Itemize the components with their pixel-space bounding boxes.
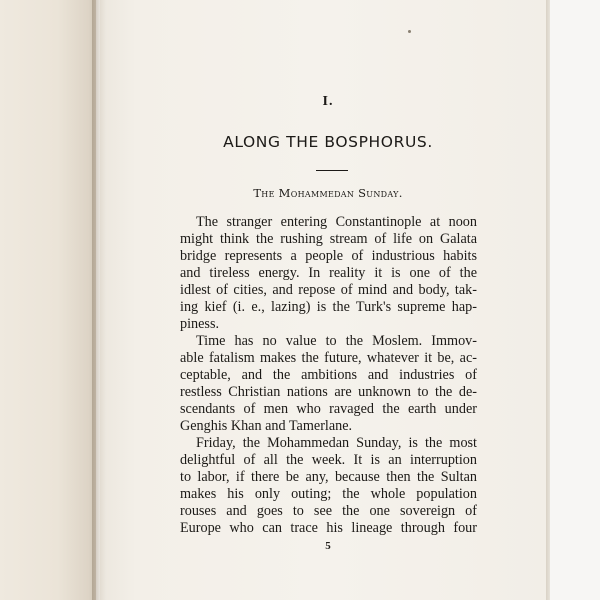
text-line: bridge represents a people of industrious habits [180, 248, 477, 264]
text-line: Europe who can trace his lineage through four [180, 520, 477, 536]
text-line: able fatalism makes the future, whatever it be, ac- [180, 350, 477, 366]
text-line: Time has no value to the Moslem. Immov- [196, 333, 477, 349]
text-line: idlest of cities, and repose of mind and body, tak- [180, 282, 477, 298]
text-line: and tireless energy. In reality it is one of the [180, 265, 477, 281]
left-page [0, 0, 96, 600]
text-line: rouses and goes to see the one sovereign of [180, 503, 477, 519]
text-line: Friday, the Mohammedan Sunday, is the most [196, 435, 477, 451]
book-gutter [92, 0, 106, 600]
text-line: ing kief (i. e., lazing) is the Turk's supreme hap- [180, 299, 477, 315]
text-line: The stranger entering Constantinople at noon [196, 214, 477, 230]
backdrop [550, 0, 600, 600]
text-line: scendants of men who ravaged the earth under [180, 401, 477, 417]
text-line: makes his only outing; the whole population [180, 486, 477, 502]
chapter-numeral: I. [322, 94, 334, 109]
title-rule [316, 170, 348, 171]
text-line: to labor, if there be any, because then the Sultan [180, 469, 477, 485]
text-line: Genghis Khan and Tamerlane. [180, 418, 353, 434]
section-heading: The Mohammedan Sunday. [253, 186, 403, 200]
chapter-title: ALONG THE BOSPHORUS. [223, 133, 433, 151]
text-line: might think the rushing stream of life on Galata [180, 231, 477, 247]
text-line: delightful of all the week. It is an interruption [180, 452, 477, 468]
text-line: piness. [180, 316, 220, 332]
text-line: restless Christian nations are unknown to the de- [180, 384, 477, 400]
paper-speck [408, 30, 411, 33]
page-number: 5 [325, 540, 331, 552]
text-line: ceptable, and the ambitions and industries of [180, 367, 477, 383]
